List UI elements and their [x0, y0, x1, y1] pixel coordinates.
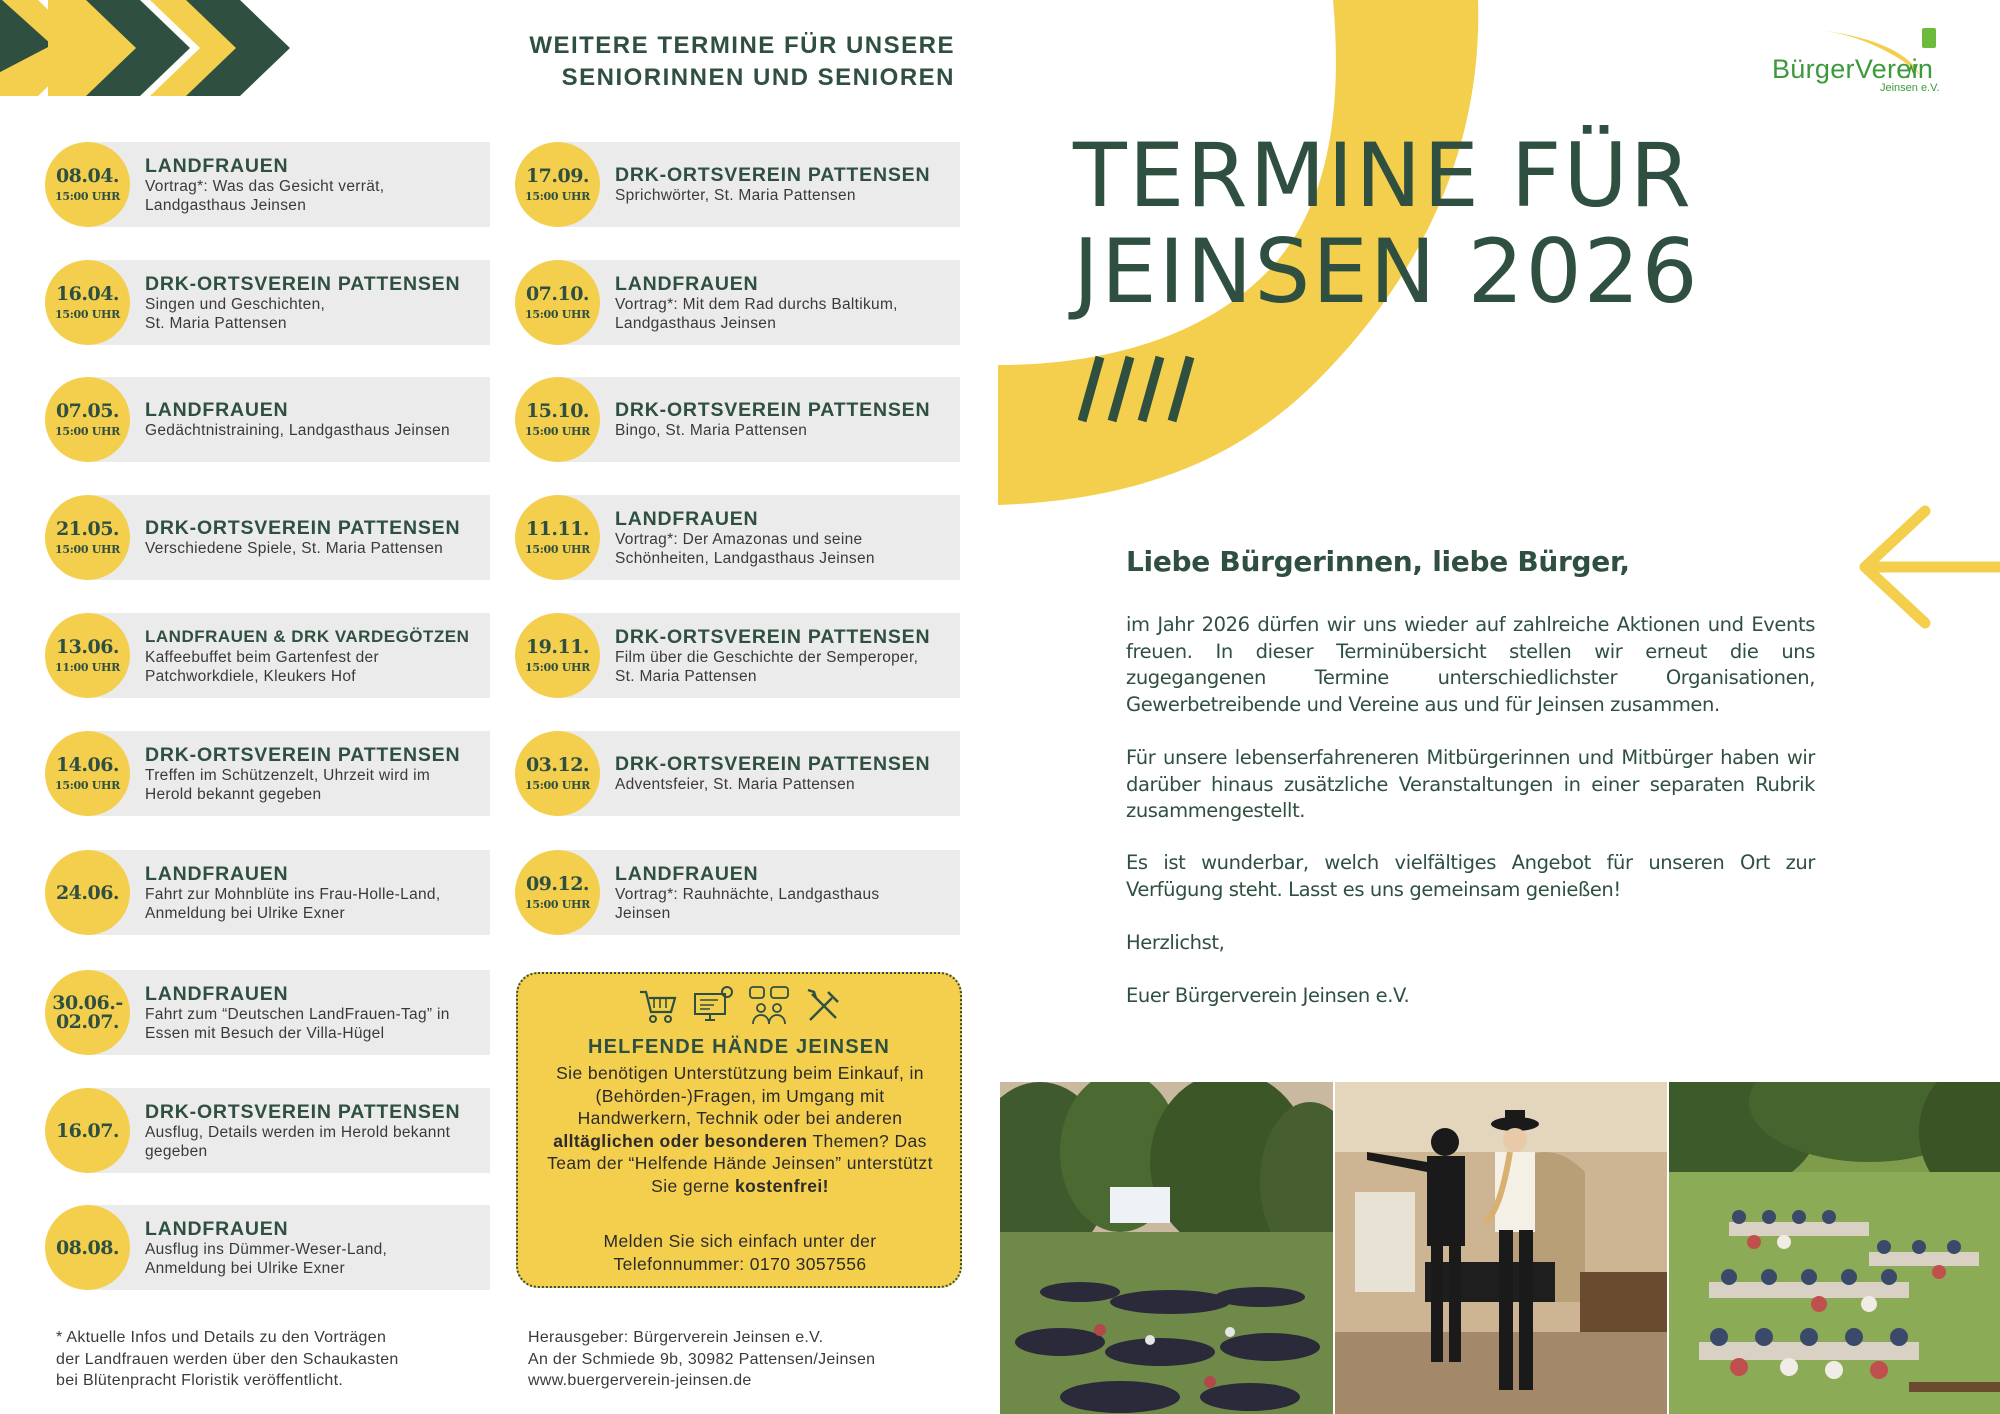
event-date: 08.04. [55, 164, 120, 187]
event-date: 11.11. [525, 517, 590, 540]
logo-word-2: Verein [1854, 54, 1934, 84]
concert-photo [1335, 1082, 1667, 1414]
event-description: Adventsfeier, St. Maria Pattensen [615, 776, 855, 793]
event-date-badge [515, 613, 600, 698]
event-date-badge [515, 731, 600, 816]
seniors-title-line-2: SENIORINNEN UND SENIOREN [561, 64, 955, 91]
event-date-badge [45, 731, 130, 816]
event-date-badge [45, 613, 130, 698]
event-date-badge [515, 377, 600, 462]
event-organizer: DRK-ORTSVEREIN PATTENSEN [615, 399, 931, 421]
event-card [45, 970, 490, 1055]
sign-off: Herzlichst, [1126, 931, 1225, 954]
event-description: Singen und Geschichten, St. Maria Pattensen [145, 295, 326, 332]
event-date-badge [515, 850, 600, 935]
publisher-line: Herausgeber: Bürgerverein Jeinsen e.V. [528, 1329, 824, 1346]
event-organizer: LANDFRAUEN [145, 1217, 289, 1240]
signature: Euer Bürgerverein Jeinsen e.V. [1126, 984, 1410, 1007]
event-organizer: LANDFRAUEN [145, 154, 289, 177]
event-description: Vortrag*: Was das Gesicht verrät, Landgasthaus Jeinsen [145, 177, 385, 214]
event-card [45, 613, 490, 698]
publisher-info [528, 1327, 968, 1392]
arrow-left-icon [1855, 505, 2000, 630]
chevron-decoration-icon [0, 0, 300, 100]
event-organizer: DRK-ORTSVEREIN PATTENSEN [615, 753, 931, 775]
event-card [515, 613, 960, 698]
publisher-address: An der Schmiede 9b, 30982 Pattensen/Jeinsen [528, 1350, 876, 1368]
event-date-badge [45, 970, 130, 1055]
logo-subtitle: Jeinsen e.V. [1880, 82, 1940, 94]
footnote-line: bei Blütenpracht Floristik veröffentlicht. [56, 1372, 344, 1389]
event-time: 15:00 UHR [525, 189, 590, 203]
helper-info-box [516, 972, 962, 1288]
footnote [56, 1327, 486, 1392]
helper-title: HELFENDE HÄNDE JEINSEN [588, 1036, 890, 1058]
event-description: Film über die Geschichte der Semperoper, St. Maria Pattensen [615, 648, 919, 685]
event-time: 15:00 UHR [55, 189, 120, 203]
event-date: 17.09. [525, 164, 590, 187]
event-description: Ausflug ins Dümmer-Weser-Land, Anmeldung bei Ulrike Exner [145, 1240, 388, 1277]
event-card [515, 377, 960, 462]
event-description: Gedächtnistraining, Landgasthaus Jeinsen [145, 422, 450, 439]
event-date: 21.05. [55, 517, 120, 540]
greeting-heading: Liebe Bürgerinnen, liebe Bürger, [1126, 545, 1630, 578]
question-people-icon [747, 984, 791, 1028]
event-date: 07.05. [55, 399, 120, 422]
event-organizer: LANDFRAUEN [615, 272, 759, 295]
event-card [45, 495, 490, 580]
event-card [45, 260, 490, 345]
event-organizer: DRK-ORTSVEREIN PATTENSEN [145, 517, 461, 539]
event-organizer: DRK-ORTSVEREIN PATTENSEN [615, 625, 931, 648]
computer-icon [691, 984, 735, 1028]
event-description: Treffen im Schützenzelt, Uhrzeit wird im Herold bekannt gegeben [145, 766, 431, 803]
event-time: 15:00 UHR [525, 897, 590, 911]
helper-text: Sie benötigen Unterstützung beim Einkauf, in (Behörden-)Fragen, im Umgang mit Handwerkern, Technik oder bei anderen alltäglichen oder besonderen Themen? Das Team der “Helfende Hände Jeinsen” unterstützt Sie gerne kostenfrei! [547, 1063, 933, 1196]
event-time: 11:00 UHR [55, 660, 120, 674]
tools-icon [802, 984, 846, 1028]
event-time: 15:00 UHR [525, 778, 590, 792]
event-date-badge [515, 142, 600, 227]
event-card [515, 731, 960, 816]
event-time: 15:00 UHR [525, 542, 590, 556]
event-description: Vortrag*: Der Amazonas und seine Schönheiten, Landgasthaus Jeinsen [615, 530, 875, 567]
event-organizer: LANDFRAUEN [145, 982, 289, 1005]
event-card [45, 377, 490, 462]
seniors-section-title [440, 30, 955, 94]
event-date: 13.06. [55, 635, 120, 658]
event-date-badge [45, 1088, 130, 1173]
event-organizer: DRK-ORTSVEREIN PATTENSEN [145, 272, 461, 295]
page-title-line-1: TERMINE FÜR [1073, 124, 1693, 227]
event-date-badge [45, 377, 130, 462]
event-organizer: DRK-ORTSVEREIN PATTENSEN [145, 743, 461, 766]
event-card [45, 1205, 490, 1290]
event-organizer: LANDFRAUEN [145, 399, 289, 421]
event-date-badge [45, 260, 130, 345]
event-organizer: DRK-ORTSVEREIN PATTENSEN [615, 164, 931, 186]
shopping-cart-icon [636, 984, 680, 1028]
helper-contact-line-1: Melden Sie sich einfach unter der [603, 1231, 877, 1251]
event-date: 30.06.- 02.07. [52, 991, 123, 1033]
event-organizer: LANDFRAUEN [615, 862, 759, 885]
event-card [45, 1088, 490, 1173]
event-date: 16.04. [55, 282, 120, 305]
intro-paragraph: im Jahr 2026 dürfen wir uns wieder auf zahlreiche Aktionen und Events freuen. In dieser Terminübersicht stellen wir erneut die uns zugegangenen Termine unterschiedlichster Organisationen, Gewerbetreibende und Vereine aus und für Jeinsen zusammen. [1126, 613, 1815, 716]
publisher-website-link[interactable]: www.buergerverein-jeinsen.de [528, 1372, 752, 1389]
open-air-cinema-photo [1000, 1082, 1333, 1414]
helper-icons-row [636, 984, 846, 1028]
page-title-line-2: JEINSEN 2026 [1073, 220, 1700, 323]
event-date-badge [45, 1205, 130, 1290]
seniors-paragraph: Für unsere lebenserfahreneren Mitbürgerinnen und Mitbürger haben wir darüber hinaus zusätzliche Veranstaltungen in einer separaten Rubrik zusammengestellt. [1126, 746, 1815, 822]
event-date-badge [45, 142, 130, 227]
event-description: Vortrag*: Rauhnächte, Landgasthaus Jeinsen [615, 885, 880, 922]
event-date: 24.06. [55, 881, 120, 904]
event-date: 16.07. [55, 1119, 120, 1142]
event-time: 15:00 UHR [55, 307, 120, 321]
event-time: 15:00 UHR [525, 424, 590, 438]
garden-festival-photo [1669, 1082, 2000, 1414]
event-time: 15:00 UHR [55, 778, 120, 792]
event-time: 15:00 UHR [525, 307, 590, 321]
event-card [45, 731, 490, 816]
event-card [515, 142, 960, 227]
event-date-badge [45, 850, 130, 935]
event-time: 15:00 UHR [55, 542, 120, 556]
event-card [515, 260, 960, 345]
page-title [1073, 124, 1833, 323]
event-description: Fahrt zur Mohnblüte ins Frau-Holle-Land, Anmeldung bei Ulrike Exner [145, 885, 441, 922]
event-description: Kaffeebuffet beim Gartenfest der Patchworkdiele, Kleukers Hof [145, 648, 379, 685]
event-date-badge [515, 260, 600, 345]
event-date: 14.06. [55, 753, 120, 776]
event-description: Ausflug, Details werden im Herold bekannt gegeben [145, 1123, 451, 1160]
event-time: 15:00 UHR [55, 424, 120, 438]
event-organizer: LANDFRAUEN [615, 507, 759, 530]
event-description: Fahrt zum “Deutschen LandFrauen-Tag” in Essen mit Besuch der Villa-Hügel [145, 1005, 450, 1042]
event-organizer: LANDFRAUEN [145, 862, 289, 885]
event-date-badge [515, 495, 600, 580]
event-date: 19.11. [525, 635, 590, 658]
slashes-decoration-icon [1078, 355, 1208, 425]
event-description: Vortrag*: Mit dem Rad durchs Baltikum, Landgasthaus Jeinsen [615, 295, 898, 332]
event-card [515, 850, 960, 935]
event-time: 15:00 UHR [525, 660, 590, 674]
footnote-line: der Landfrauen werden über den Schaukasten [56, 1350, 399, 1368]
event-date: 09.12. [525, 872, 590, 895]
event-date-badge [45, 495, 130, 580]
event-description: Verschiedene Spiele, St. Maria Pattensen [145, 540, 444, 557]
event-card [515, 495, 960, 580]
helper-contact [540, 1230, 940, 1275]
event-organizer: DRK-ORTSVEREIN PATTENSEN [145, 1100, 461, 1123]
event-description: Sprichwörter, St. Maria Pattensen [615, 187, 856, 204]
event-description: Bingo, St. Maria Pattensen [615, 422, 808, 439]
event-date: 08.08. [55, 1236, 120, 1259]
event-card [45, 850, 490, 935]
footnote-line: * Aktuelle Infos und Details zu den Vorträgen [56, 1329, 387, 1346]
event-date: 03.12. [525, 753, 590, 776]
seniors-title-line-1: WEITERE TERMINE FÜR UNSERE [529, 32, 955, 59]
event-date: 15.10. [525, 399, 590, 422]
helper-phone: Telefonnummer: 0170 3057556 [613, 1253, 867, 1274]
closing-paragraph: Es ist wunderbar, welch vielfältiges Angebot für unseren Ort zur Verfügung steht. Lasst es uns gemeinsam genießen! [1126, 851, 1815, 901]
event-card [45, 142, 490, 227]
event-date: 07.10. [525, 282, 590, 305]
event-organizer: LANDFRAUEN & DRK VARDEGÖTZEN [145, 626, 470, 646]
buergerverein-logo [1770, 20, 1970, 100]
logo-word-1: Bürger [1772, 54, 1855, 84]
